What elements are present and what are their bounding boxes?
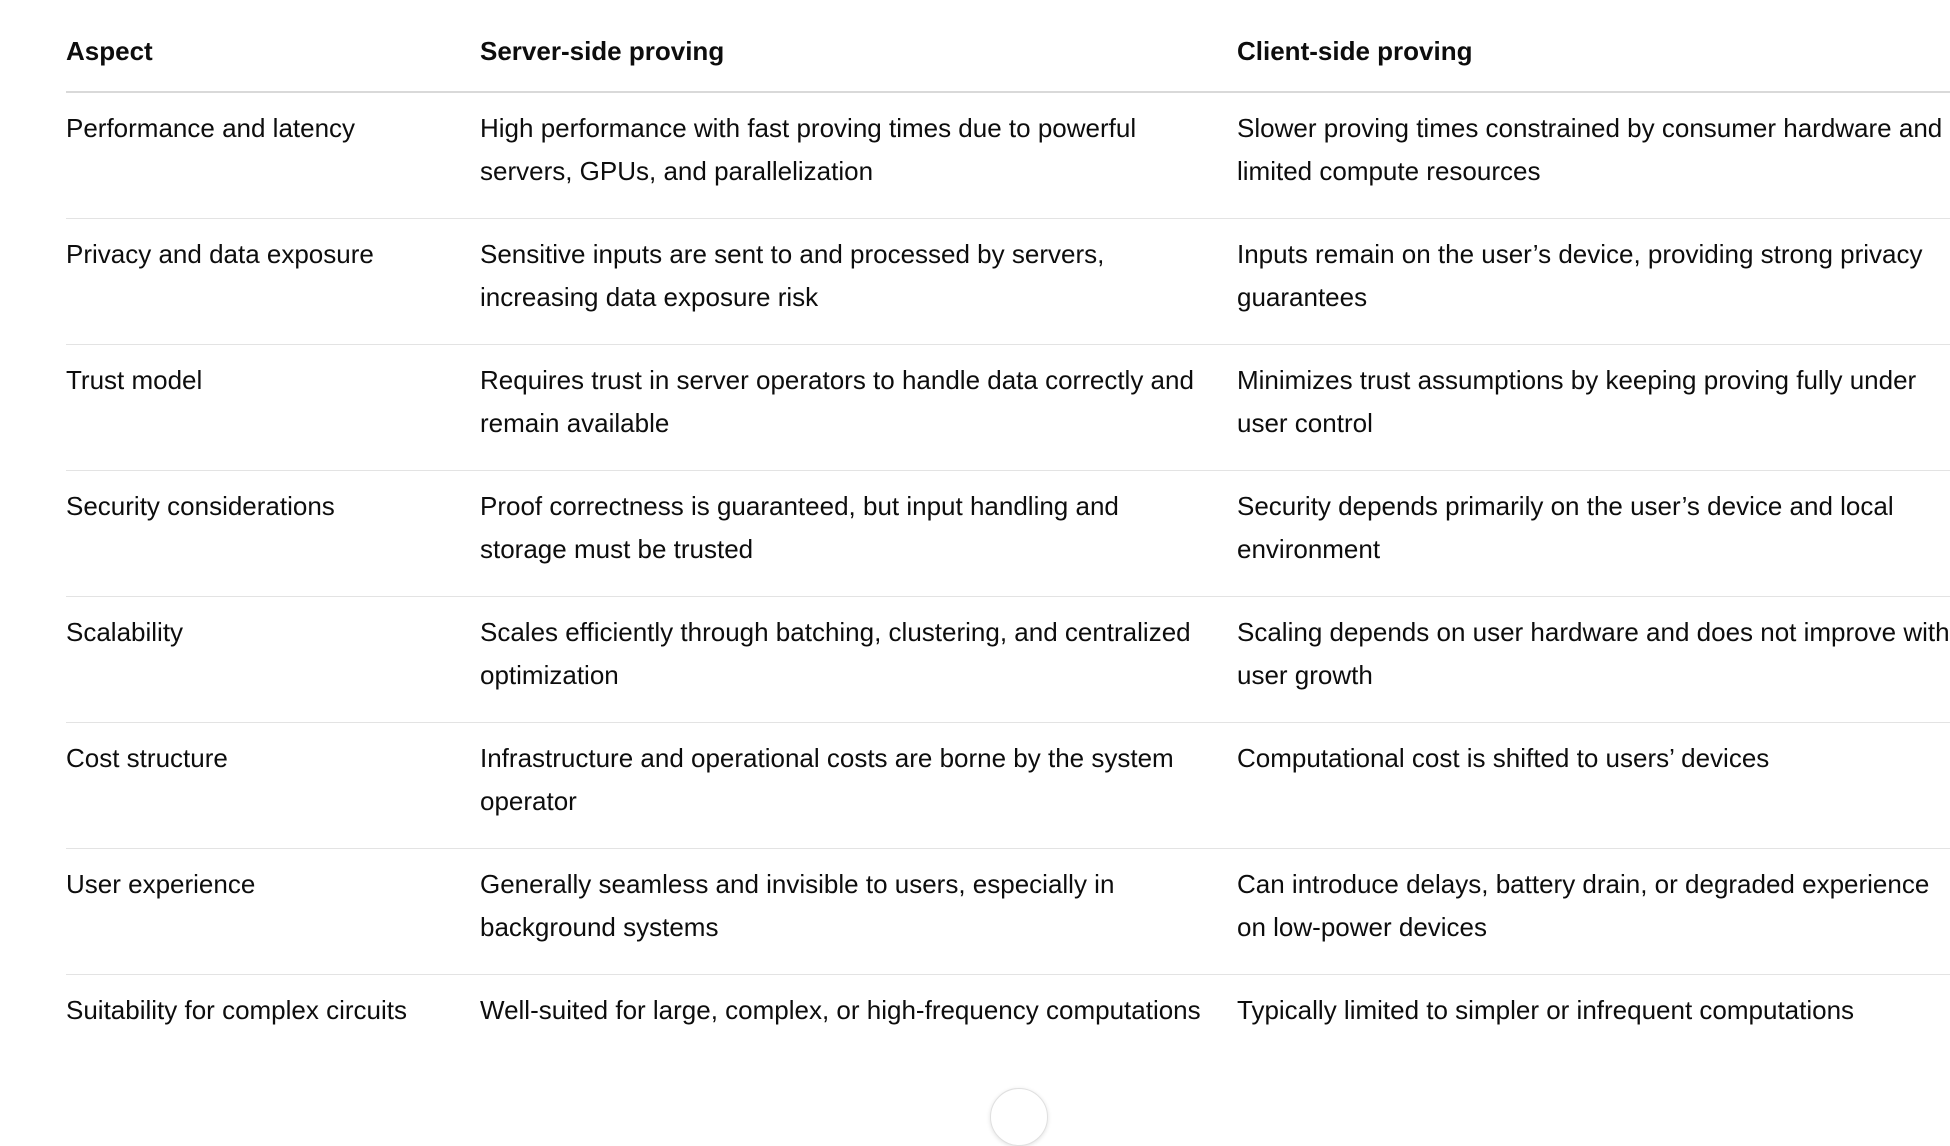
table-row <box>66 92 1950 218</box>
table-row <box>66 218 1950 344</box>
cell-server-side: Infrastructure and operational costs are borne by the system operator <box>480 722 1237 848</box>
comparison-table <box>66 0 1950 1100</box>
table-row <box>66 974 1950 1100</box>
cell-client-side: Computational cost is shifted to users’ devices <box>1237 722 1950 848</box>
cell-aspect: Trust model <box>66 344 480 470</box>
cell-client-side: Security depends primarily on the user’s device and local environment <box>1237 470 1950 596</box>
cell-aspect: User experience <box>66 848 480 974</box>
cell-server-side: Well-suited for large, complex, or high-frequency computations <box>480 994 1201 1025</box>
table-row <box>66 596 1950 722</box>
scroll-down-button[interactable] <box>990 1088 1048 1146</box>
table-row <box>66 722 1950 848</box>
cell-client-side: Slower proving times constrained by consumer hardware and limited compute resources <box>1237 92 1950 218</box>
cell-aspect: Performance and latency <box>66 92 480 218</box>
cell-aspect: Security considerations <box>66 470 480 596</box>
cell-client-side: Typically limited to simpler or infrequent computations <box>1237 994 1855 1025</box>
header-client-side-proving: Client-side proving <box>1237 0 1950 92</box>
cell-aspect: Suitability for complex circuits <box>66 994 407 1025</box>
header-server-side-proving: Server-side proving <box>480 0 1237 92</box>
table-row <box>66 848 1950 974</box>
cell-aspect: Privacy and data exposure <box>66 218 480 344</box>
table-row <box>66 470 1950 596</box>
cell-server-side: Sensitive inputs are sent to and processed by servers, increasing data exposure risk <box>480 218 1237 344</box>
cell-client-side: Can introduce delays, battery drain, or degraded experience on low-power devices <box>1237 848 1950 974</box>
cell-client-side: Inputs remain on the user’s device, providing strong privacy guarantees <box>1237 218 1950 344</box>
cell-server-side: High performance with fast proving times due to powerful servers, GPUs, and parallelization <box>480 92 1237 218</box>
table-header-row <box>66 0 1950 92</box>
header-aspect: Aspect <box>66 0 480 92</box>
table-row <box>66 344 1950 470</box>
cell-server-side: Proof correctness is guaranteed, but input handling and storage must be trusted <box>480 470 1237 596</box>
cell-server-side: Requires trust in server operators to handle data correctly and remain available <box>480 344 1237 470</box>
cell-server-side: Generally seamless and invisible to users, especially in background systems <box>480 848 1237 974</box>
comparison-table-container <box>66 0 1950 1100</box>
cell-client-side: Scaling depends on user hardware and does not improve with user growth <box>1237 596 1950 722</box>
cell-aspect: Scalability <box>66 596 480 722</box>
cell-server-side: Scales efficiently through batching, clustering, and centralized optimization <box>480 596 1237 722</box>
cell-aspect: Cost structure <box>66 722 480 848</box>
cell-client-side: Minimizes trust assumptions by keeping proving fully under user control <box>1237 344 1950 470</box>
